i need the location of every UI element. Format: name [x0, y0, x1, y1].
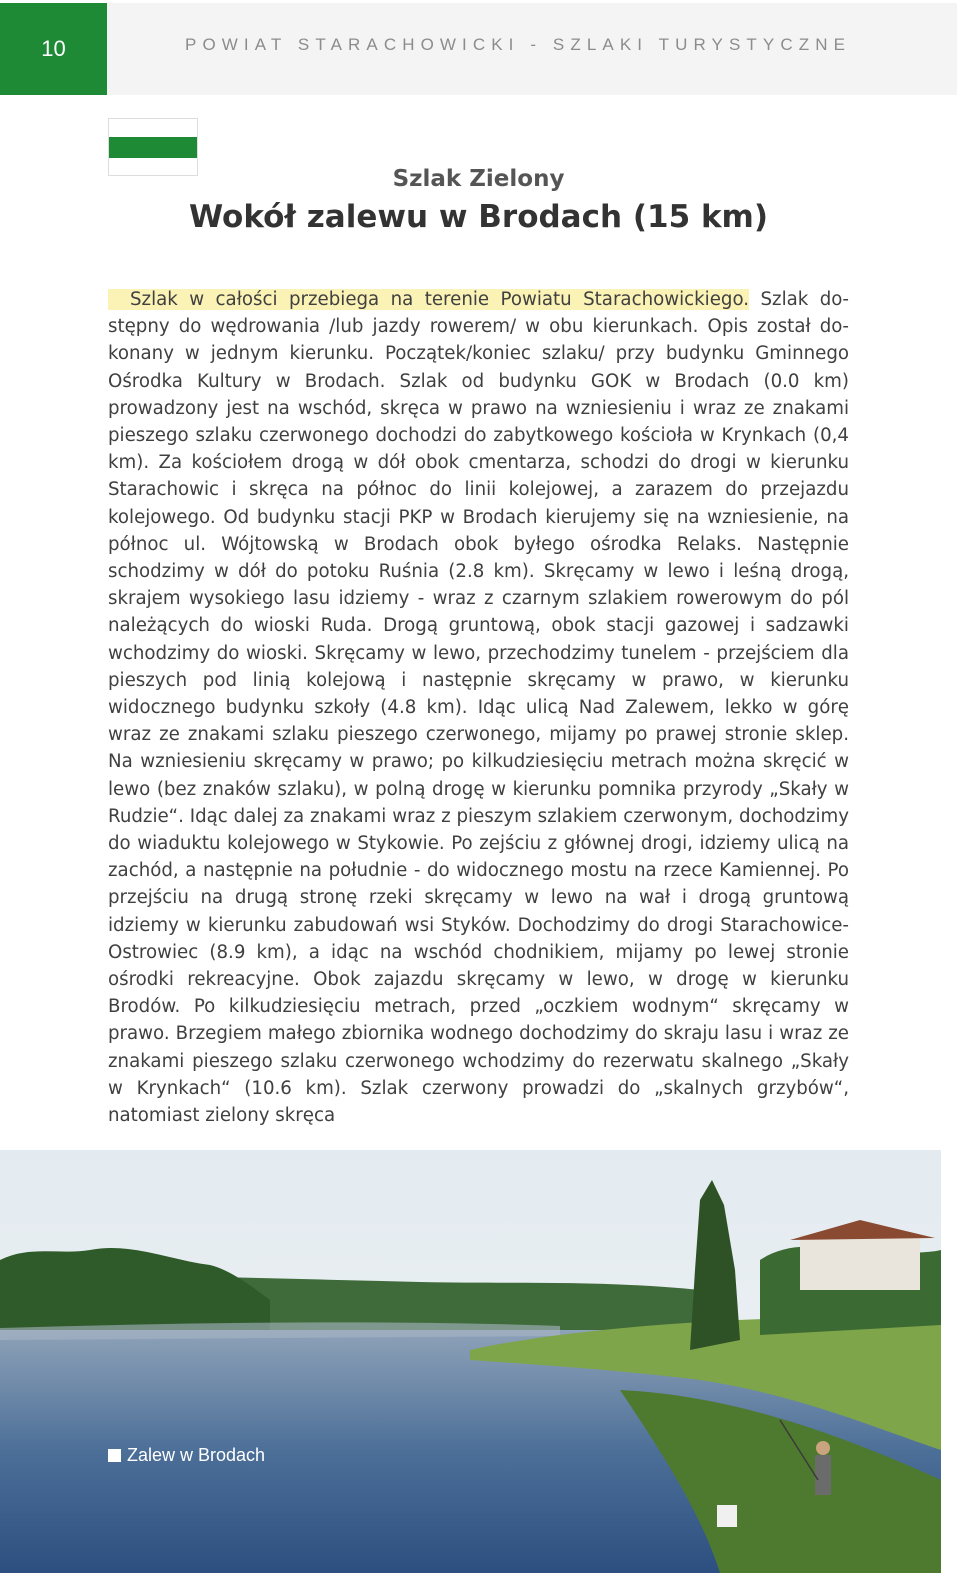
description-text: Szlak dostępny do wędrowania /lub jazdy rowerem/ w obu kierunkach. Opis został dokonany w jednym kierunku. Początek/koniec szlaku/ przy budynku Gminnego Ośrodka Kultury w Brodach. Szlak od budynku GOK w Brodach (0.0 km) prowadzony jest na wschód, skręca w prawo na wzniesieniu i wraz ze znakami pieszego szlaku czerwonego dochodzi do zabytkowego kościoła w Krynkach (0,4 km). Za kościołem drogą w dół obok cmentarza, schodzi do drogi w kierunku Starachowic i skręca na północ do linii kolejowej, a zarazem do przejazdu kolejowego. Od budynku stacji PKP w Brodach kierujemy się na wzniesienie, na północ ul. Wójtowską w Brodach obok byłego ośrodka Relaks. Następnie schodzimy w dół do potoku Ruśnia (2.8 km). Skręcamy w lewo i leśną drogą, skrajem wysokiego lasu idziemy - wraz z czarnym szlakiem rowerowym do pól należących do wioski Ruda. Drogą gruntową, obok stacji gazowej i sadzawki wchodzimy do wioski. Skręcamy w lewo, przechodzimy tunelem - przejściem dla pieszych pod linią kolejową i następnie skręcamy w prawo, w kierunku widocznego budynku szkoły (4.8 km). Idąc ulicą Nad Zalewem, lekko w górę wraz ze znakami szlaku pieszego czerwonego, mijamy po prawej stronie sklep. Na wzniesieniu skręcamy w prawo; po kilkudziesięciu metrach można skręcić w lewo (bez znaków szlaku), w polną drogę w kierunku pomnika przyrody „Skały w Rudzie“. Idąc dalej za znakami wraz z pieszym szlakiem czerwonym, dochodzimy do wiaduktu kolejowego w Stykowie. Po zejściu z głównej drogi, idziemy ulicą na zachód, a następnie na południe - do widocznego mostu na rzece Kamiennej. Po przejściu na drugą stronę rzeki skręcamy w lewo na wał i drogą gruntową idziemy w kierunku zabudowań wsi Styków. Dochodzimy do drogi Starachowice-Ostrowiec (8.9 km), a idąc na wschód chodnikiem, mijamy po lewej stronie ośrodki rekreacyjne. Obok zajazdu skręcamy w lewo, w drogę w kierunku Brodów. Po kilkudziesięciu metrach, przed „oczkiem wodnym“ skręcamy w prawo. Brzegiem małego zbiornika wodnego dochodzimy do skraju lasu i wraz ze znakami pieszego szlaku czerwonego wchodzimy do rezerwatu skalnego „Skały w Krynkach“ (10.6 km). Szlak czerwony prowadzi do „skalnych grzybów“, natomiast zielony skręca [108, 289, 849, 1127]
trail-description [108, 286, 849, 1129]
trail-title: Wokół zalewu w Brodach (15 km) [188, 199, 769, 235]
caption-square-icon [108, 1449, 121, 1462]
photo-caption-text: Zalew w Brodach [127, 1445, 266, 1465]
reservoir-photo [0, 1150, 941, 1573]
photo-caption [108, 1445, 265, 1466]
trail-marker-green-stripe [109, 137, 197, 158]
highlighted-sentence: Szlak w całości przebiega na terenie Powiatu Starachowickiego. [108, 289, 749, 310]
running-title: POWIAT STARACHOWICKI - SZLAKI TURYSTYCZNE [185, 35, 852, 54]
trail-subtitle: Szlak Zielony [392, 166, 565, 192]
page-number-box [0, 3, 107, 95]
page-number: 10 [41, 36, 66, 61]
